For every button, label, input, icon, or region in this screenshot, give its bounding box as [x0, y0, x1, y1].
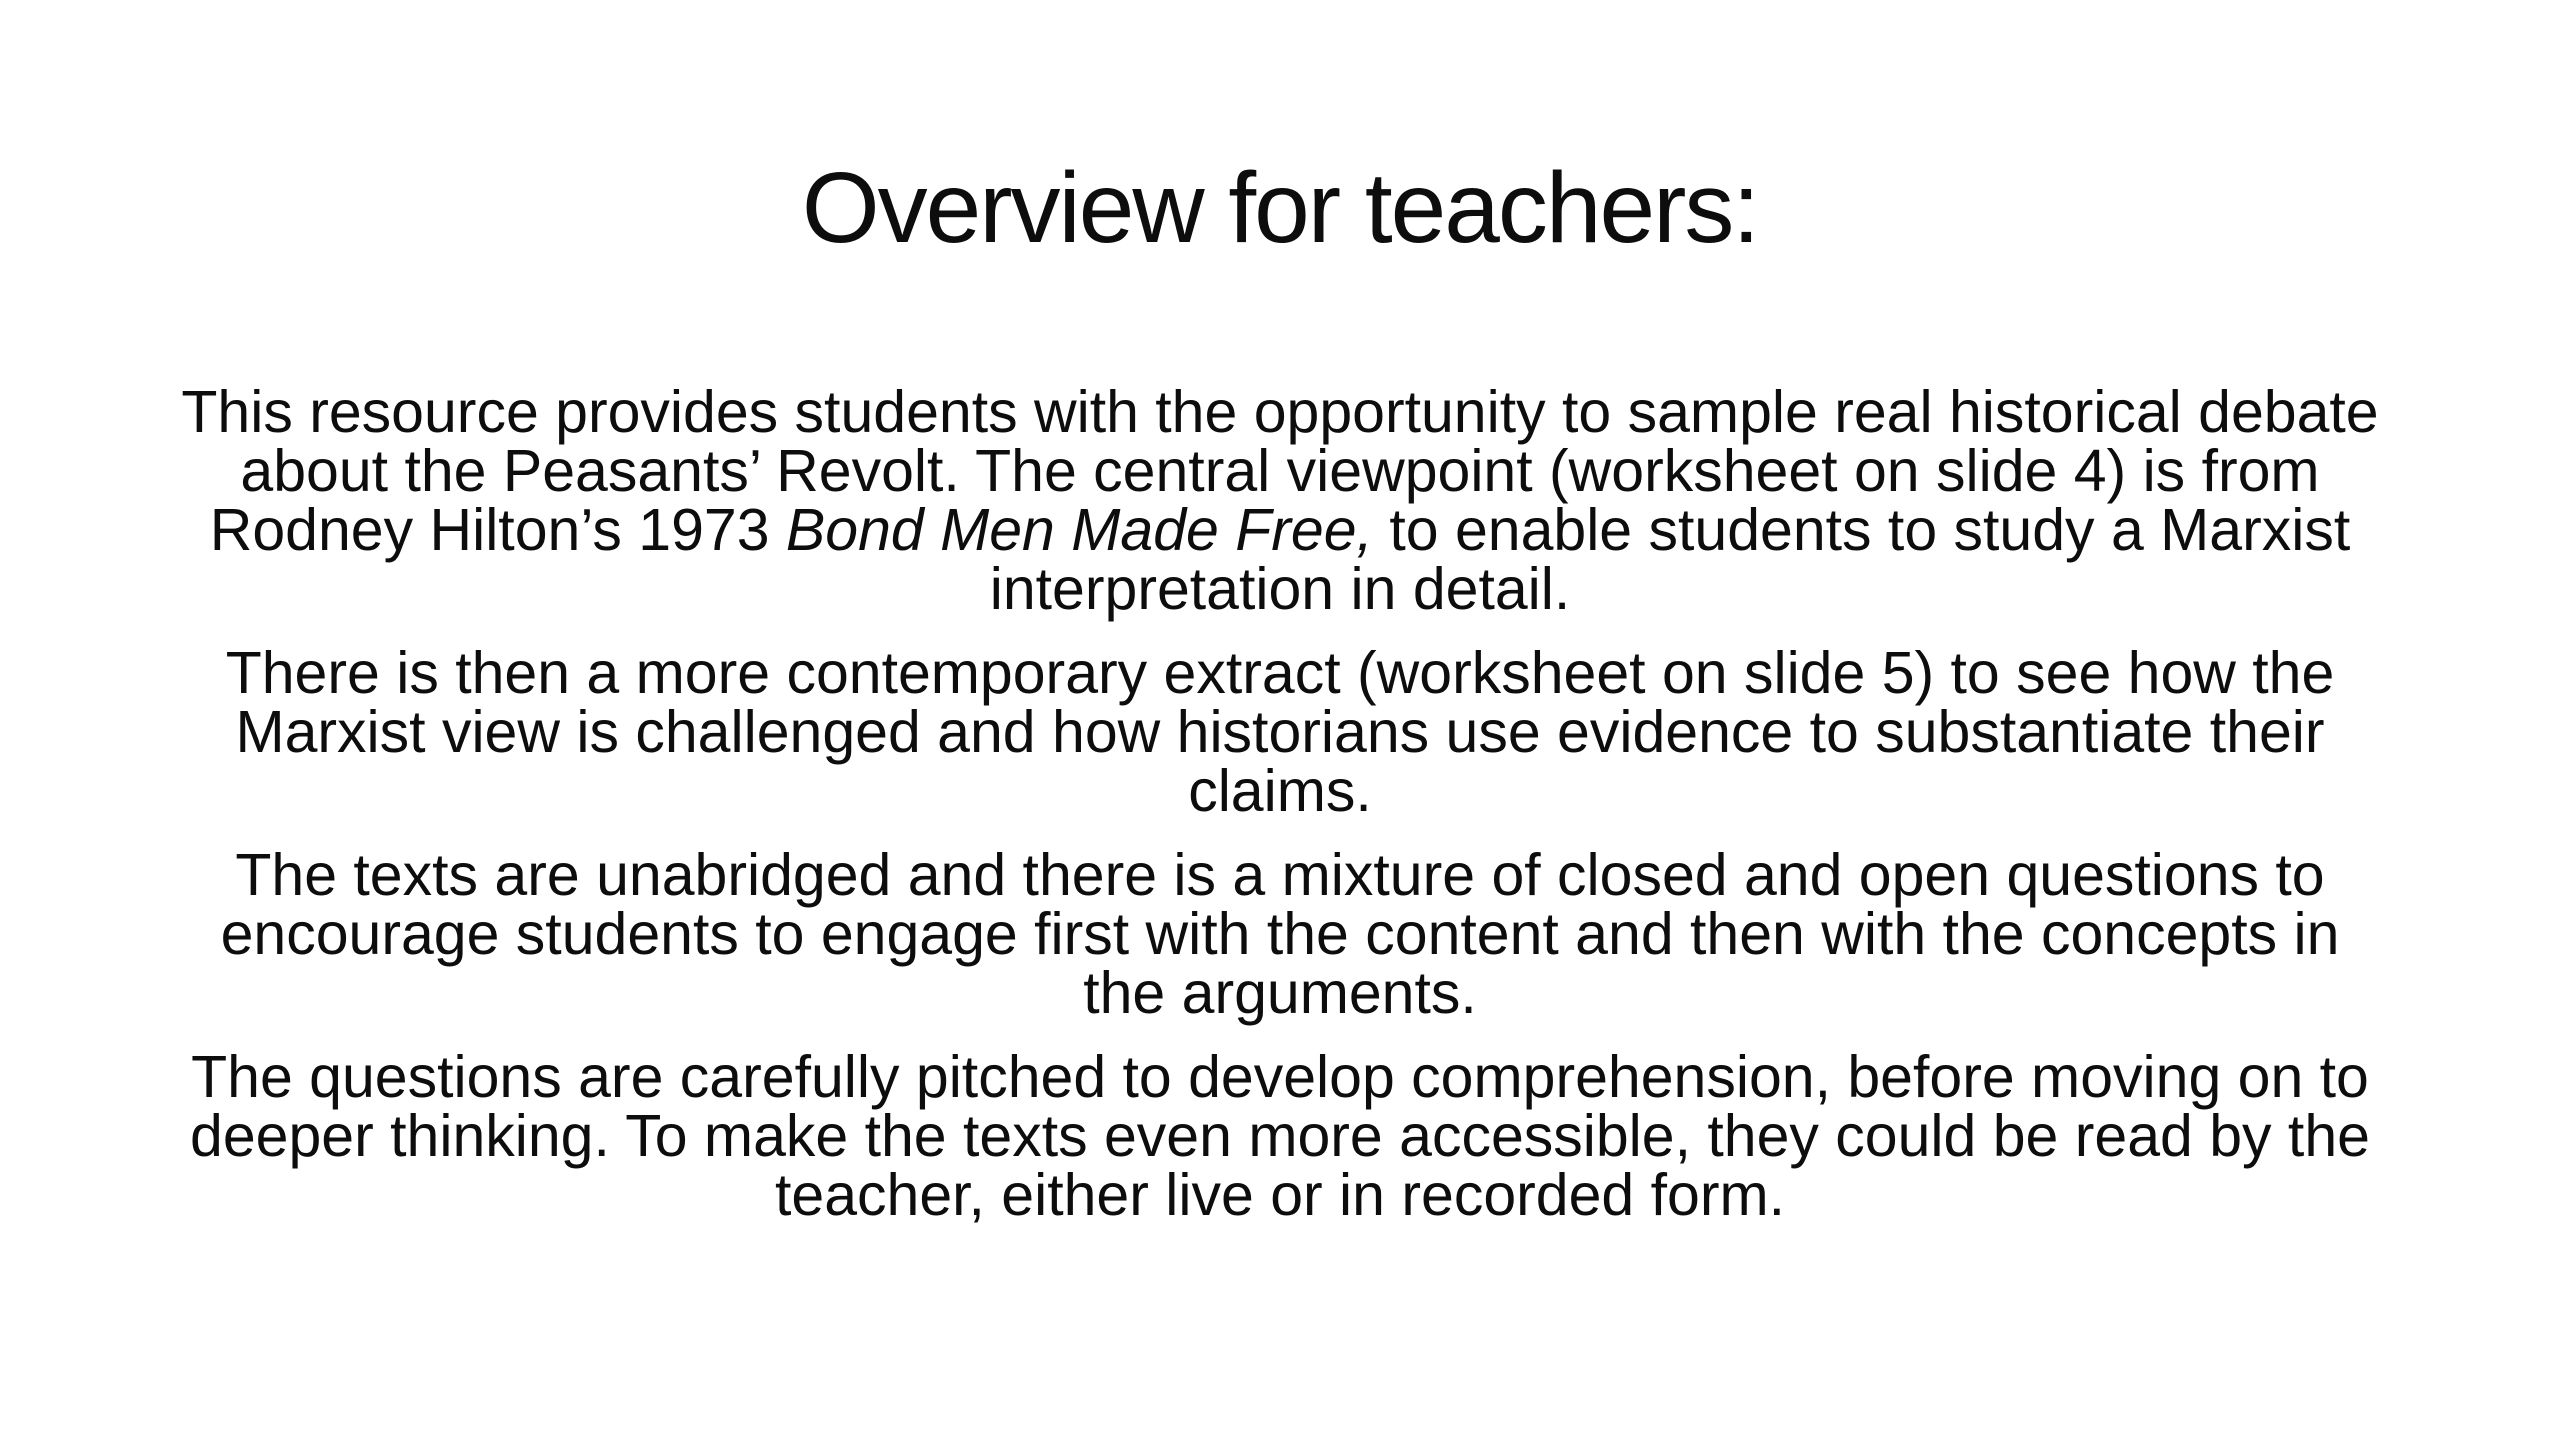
paragraph-overview [180, 379, 2380, 622]
paragraph-texts-and-questions: The texts are unabridged and there is a mixture of closed and open questions to encourage students to engage first with the content and then with the concepts in the arguments. [220, 842, 2340, 1026]
paragraph-overview-text: This resource provides students with the opportunity to sample real historical debate about the Peasants’ Revolt. The central viewpoint (worksheet on slide 4) is from Rodney Hilton’s 1973 [181, 379, 2379, 563]
paragraph-question-pitching: The questions are carefully pitched to develop comprehension, before moving on to deeper thinking. To make the texts even more accessible, they could be read by the teacher, either live or in recorded form. [190, 1044, 2370, 1228]
slide-body [180, 379, 2380, 1228]
paragraph-contemporary-extract: There is then a more contemporary extract (worksheet on slide 5) to see how the Marxist view is challenged and how historians use evidence to substantiate their claims. [225, 640, 2335, 824]
slide-title: Overview for teachers: [801, 152, 1759, 264]
paragraph-overview-text-end: to enable students to study a Marxist interpretation in detail. [989, 497, 2351, 622]
book-title: Bond Men Made Free, [785, 497, 1373, 563]
